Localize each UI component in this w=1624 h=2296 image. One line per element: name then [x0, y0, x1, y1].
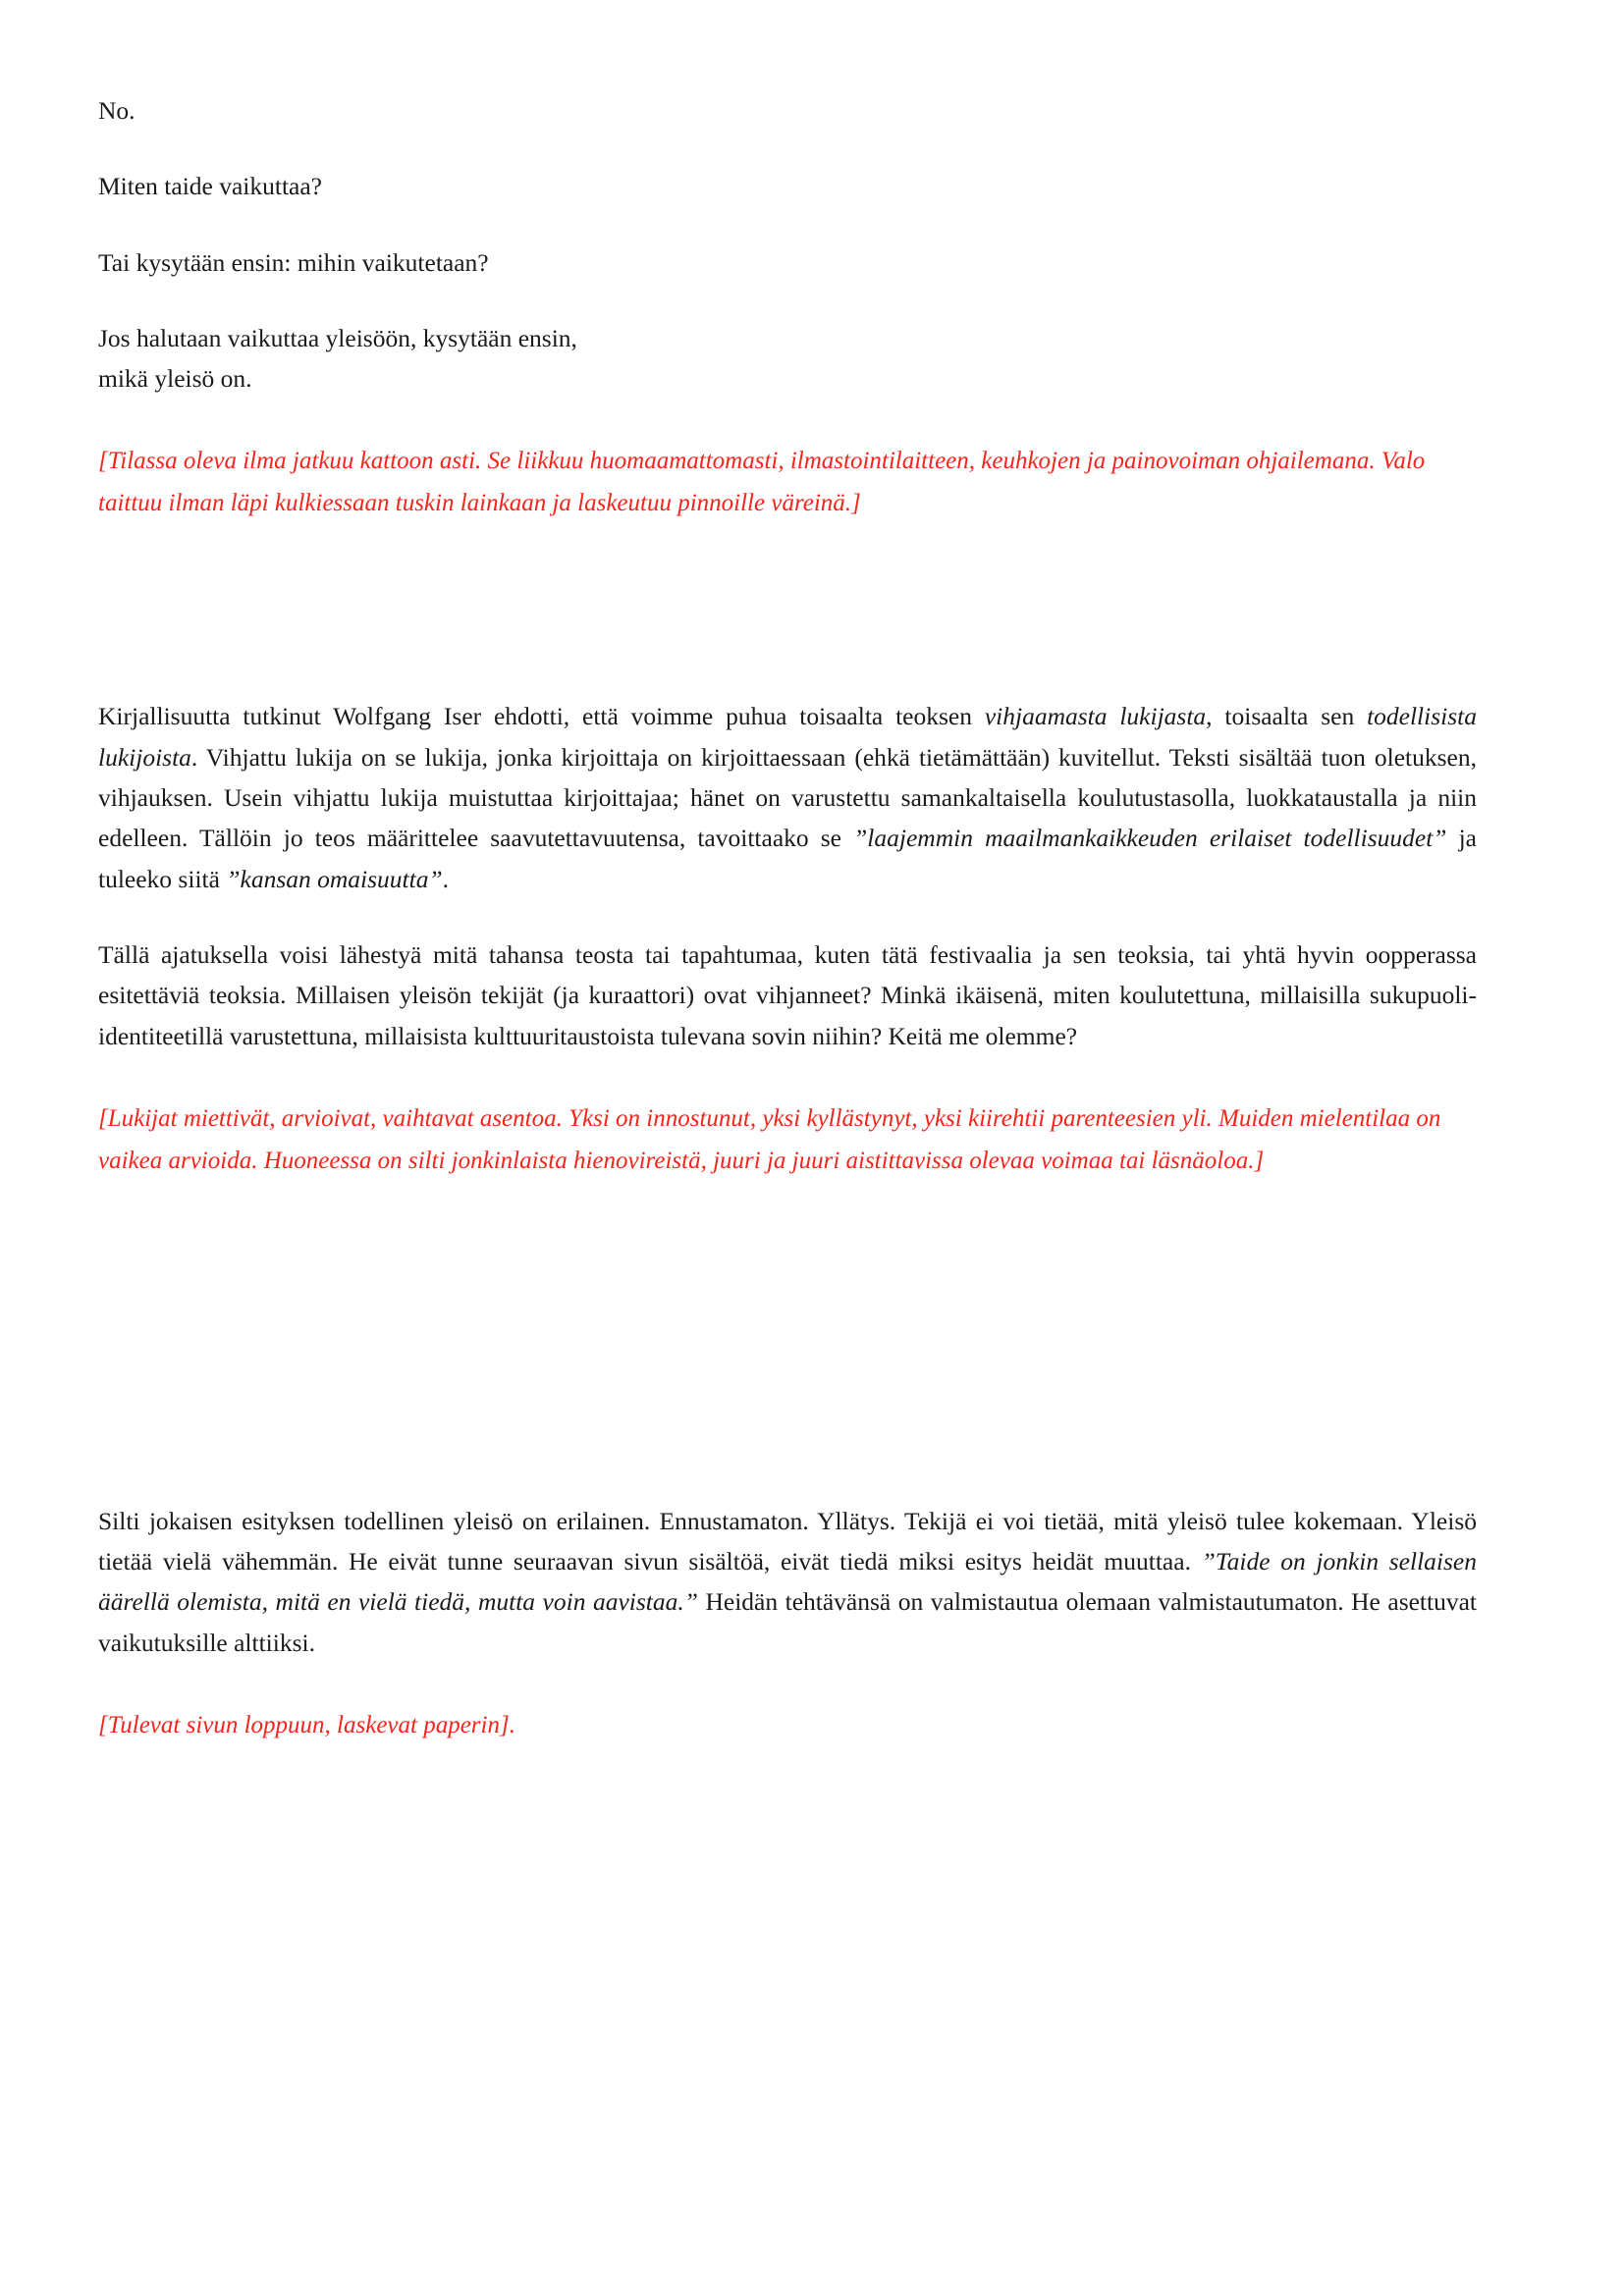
paragraph-question-1: Miten taide vaikuttaa? [98, 172, 322, 201]
segment-italic: vihjaamasta lukijasta [984, 702, 1207, 731]
spacer [98, 1663, 1477, 1704]
segment: Heidän tehtävänsä on valmistautua olemaan valmistautumaton. He asettuvat vaikutuksille alttiiksi. [98, 1587, 1478, 1657]
segment-italic: ”laajemmin maailmankaikkeuden erilaiset todellisuudet” [853, 824, 1447, 853]
spacer [98, 899, 1477, 934]
spacer [98, 1354, 1477, 1501]
paragraph-audience-line-2: mikä yleisö on. [98, 364, 252, 394]
paragraph-approach: Tällä ajatuksella voisi lähestyä mitä tahansa teosta tai tapahtumaa, kuten tätä festivaalia ja sen teoksia, tai yhtä hyvin oopperassa esitettäviä teoksia. Millaisen yleisön tekijät (ja kuraattori) ovat vihjanneet? Minkä ikäisenä, miten koulutettuna, millaisilla sukupuoli-identiteetillä varustettuna, millaisista kulttuuritaustoista tulevana sovin niihin? Keitä me olemme? [98, 939, 1477, 1050]
paragraph-real-audience [98, 1501, 1477, 1663]
spacer [98, 283, 1477, 318]
spacer [98, 1056, 1477, 1097]
segment-italic: todellisista lukijoista [98, 702, 1477, 772]
segment-italic: ”Taide on jonkin sellaisen äärellä olemista, mitä en vielä tiedä, mutta voin aavistaa.” [98, 1547, 1477, 1617]
segment: . [442, 864, 450, 893]
paragraph-no: No. [98, 96, 135, 125]
paragraph-iser [98, 696, 1477, 898]
stage-direction-air: [Tilassa oleva ilma jatkuu kattoon asti. Se liikkuu huomaamattomasti, ilmastointilaitteen, keuhkojen ja painovoiman ohjailemana. Valo taittuu ilman läpi kulkiessaan tuskin lainkaan ja laskeutuu pinnoille väreinä.] [98, 448, 1426, 517]
segment: Kirjallisuutta tutkinut Wolfgang Iser ehdotti, että voimme puhua toisaalta teoksen [98, 702, 985, 731]
spacer [98, 207, 1477, 242]
paragraph-question-2: Tai kysytään ensin: mihin vaikutetaan? [98, 247, 489, 277]
segment: Silti jokaisen esityksen todellinen yleisö on erilainen. Ennustamaton. Yllätys. Tekijä ei voi tietää, mitä yleisö tulee kokemaan. Yleisö tietää vielä vähemmän. He eivät tunne seuraavan sivun sisältöä, eivät tiedä miksi esitys heidät muuttaa. [98, 1506, 1477, 1576]
document-body [98, 90, 1477, 1746]
paragraph-audience-line-1: Jos halutaan vaikuttaa yleisöön, kysytään ensin, [98, 323, 577, 352]
spacer [98, 524, 1477, 696]
segment: ja tuleeko siitä [98, 824, 1478, 893]
spacer [98, 399, 1477, 440]
spacer [98, 1182, 1477, 1354]
segment-italic: ”kansan omaisuutta” [226, 864, 443, 893]
segment: . Vihjattu lukija on se lukija, jonka kirjoittaja on kirjoittaessaan (ehkä tietämättään) kuvitellut. Teksti sisältää tuon oletuksen, vihjauksen. Usein vihjattu lukija muistuttaa kirjoittajaa; hänet on varustettu samankaltaisella koulutustasolla, luokkataustalla ja niin edelleen. Tällöin jo teos määrittelee saavutettavuutensa, tavoittaako se [98, 742, 1477, 853]
stage-direction-readers: [Lukijat miettivät, arvioivat, vaihtavat asentoa. Yksi on innostunut, yksi kyllästynyt, yksi kiirehtii parenteesien yli. Muiden mielentilaa on vaikea arvioida. Huoneessa on silti jonkinlaista hienovireistä, juuri ja juuri aistittavissa olevaa voimaa tai läsnäoloa.] [98, 1104, 1441, 1174]
spacer [98, 131, 1477, 166]
segment: , toisaalta sen [1206, 702, 1368, 731]
stage-direction-end: [Tulevat sivun loppuun, laskevat paperin]. [98, 1712, 515, 1739]
